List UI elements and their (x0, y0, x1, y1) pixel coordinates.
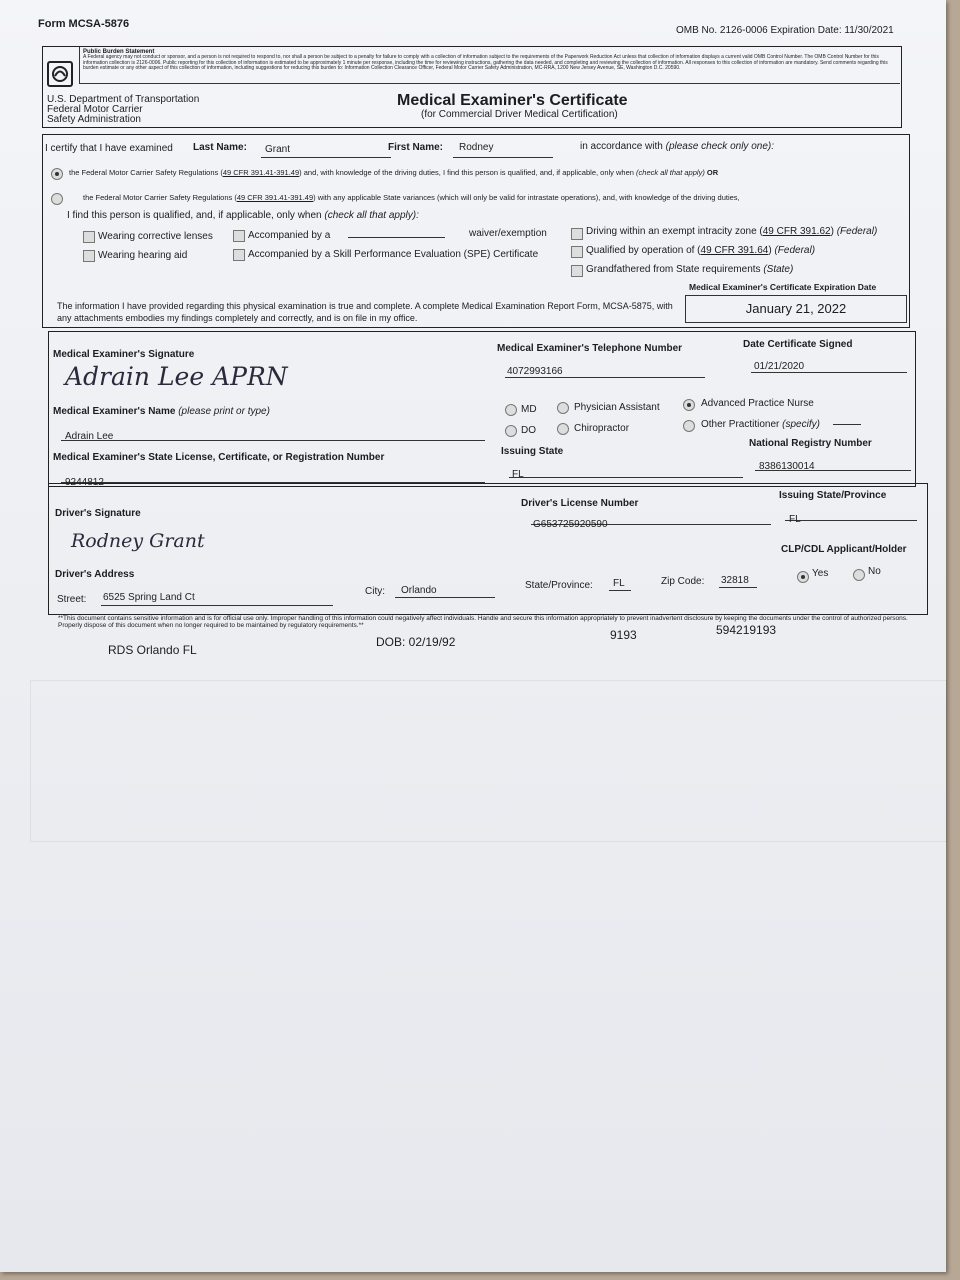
clp-yes-radio[interactable] (797, 571, 809, 583)
grandfathered-label (586, 264, 793, 275)
examiner-phone-label: Medical Examiner's Telephone Number (497, 343, 683, 354)
dot-logo (47, 61, 73, 87)
grandfathered-text: Grandfathered from State requirements (586, 264, 761, 275)
expiration-date-box[interactable] (685, 295, 907, 323)
city-line (395, 597, 495, 598)
find-line (67, 210, 419, 221)
examiner-phone-line (505, 377, 705, 378)
other-practitioner-radio[interactable] (683, 420, 695, 432)
operation-text: Qualified by operation of ( (586, 245, 701, 256)
omb-number: OMB No. 2126-0006 Expiration Date: 11/30/2021 (676, 25, 894, 36)
find-line-hint: (check all that apply): (324, 210, 419, 221)
physician-assistant-label: Physician Assistant (574, 402, 660, 413)
certify-intro: I certify that I have examined (45, 143, 173, 154)
other-practitioner-text: Other Practitioner (701, 419, 780, 430)
city-value[interactable]: Orlando (401, 585, 437, 596)
advanced-practice-nurse-label: Advanced Practice Nurse (701, 398, 814, 409)
driver-address-label: Driver's Address (55, 569, 135, 580)
burden-statement (79, 47, 900, 84)
certification-box (42, 134, 910, 328)
spe-label: Accompanied by a Skill Performance Evaluation (SPE) Certificate (248, 249, 539, 260)
driver-signature-label: Driver's Signature (55, 508, 141, 519)
form-number: Form MCSA-5876 (38, 18, 130, 30)
driver-state-line (785, 520, 917, 521)
first-name-value[interactable]: Rodney (459, 142, 494, 153)
driver-state[interactable]: FL (789, 514, 801, 525)
expiration-label: Medical Examiner's Certificate Expiration Date (689, 282, 877, 292)
examiner-name-label-text: Medical Examiner's Name (53, 406, 176, 417)
check-one-hint: (please check only one): (665, 141, 775, 152)
clp-label: CLP/CDL Applicant/Holder (781, 544, 907, 555)
agency-line-3: Safety Administration (47, 114, 141, 125)
federal-regs-radio[interactable] (51, 168, 63, 180)
opt1-check-hint: (check all that apply) (636, 168, 705, 177)
opt1-or: OR (706, 168, 719, 177)
grandfathered-state: (State) (763, 264, 794, 275)
first-name-label: First Name: (388, 142, 444, 153)
date-signed-label: Date Certificate Signed (743, 339, 853, 350)
operation-end: ) (768, 245, 772, 256)
examiner-name-line (61, 440, 485, 441)
other-practitioner-label (701, 419, 820, 430)
attestation-statement: The information I have provided regarding this physical examination is true and complete. A complete Medical Examination Report Form, MCSA-5875, with any attachments embodies my findings completely and correctly, and is on file in my office. (57, 301, 673, 323)
operation-federal: (Federal) (774, 245, 816, 256)
date-signed-line (751, 372, 907, 373)
waiver-line[interactable] (348, 237, 445, 238)
last-name-value[interactable]: Grant (265, 144, 291, 155)
intracity-checkbox[interactable] (571, 228, 583, 240)
intracity-federal: (Federal) (836, 226, 878, 237)
dot-emblem-icon (49, 63, 71, 85)
examiner-signature[interactable]: Adrain Lee APRN (65, 362, 288, 391)
hearing-aid-checkbox[interactable] (83, 250, 95, 262)
opt2-text-b: ) with any applicable State variances (which will only be valid for intrastate operations), and, with knowledge of the driving duties, (313, 193, 740, 202)
state-province[interactable]: FL (613, 578, 625, 589)
registry-label: National Registry Number (749, 438, 872, 449)
chiropractor-radio[interactable] (557, 423, 569, 435)
state-province-line (609, 590, 631, 591)
issuing-state-label: Issuing State (501, 446, 564, 457)
street-label: Street: (57, 594, 87, 605)
opt1-text-a: the Federal Motor Carrier Safety Regulations ( (69, 168, 223, 177)
spe-checkbox[interactable] (233, 249, 245, 261)
driver-signature[interactable]: Rodney Grant (71, 530, 205, 552)
issuing-state[interactable]: FL (512, 469, 524, 480)
date-signed[interactable]: 01/21/2020 (754, 361, 805, 372)
clp-no-radio[interactable] (853, 569, 865, 581)
waiver-exemption-label: waiver/exemption (469, 228, 547, 239)
md-radio[interactable] (505, 404, 517, 416)
state-province-label: State/Province: (525, 580, 593, 591)
handwritten-number-2: 594219193 (716, 623, 777, 637)
zip-value[interactable]: 32818 (721, 575, 749, 586)
other-practitioner-hint: (specify) (782, 419, 820, 430)
form-subtitle: (for Commercial Driver Medical Certification) (421, 109, 618, 120)
find-line-text: I find this person is qualified, and, if applicable, only when (67, 210, 322, 221)
agency-line-1: U.S. Department of Transportation (47, 94, 200, 105)
zip-line (719, 587, 757, 588)
operation-checkbox[interactable] (571, 246, 583, 258)
opt2-text-a: the Federal Motor Carrier Safety Regulations ( (83, 193, 237, 202)
accordance-text (580, 141, 774, 152)
state-variance-radio[interactable] (51, 193, 63, 205)
expiration-date: January 21, 2022 (745, 301, 847, 316)
opt1-link[interactable]: 49 CFR 391.41-391.49 (222, 168, 300, 177)
examiner-phone[interactable]: 4072993166 (507, 366, 563, 377)
city-label: City: (365, 586, 385, 597)
md-label: MD (521, 404, 537, 415)
last-name-label: Last Name: (193, 142, 247, 153)
examiner-name-label (53, 406, 270, 417)
examiner-name[interactable]: Adrain Lee (65, 431, 114, 442)
driver-state-label: Issuing State/Province (779, 490, 887, 501)
accompanied-label: Accompanied by a (248, 230, 331, 241)
license-number[interactable]: 9244812 (65, 477, 104, 488)
dob-note: DOB: 02/19/92 (376, 635, 456, 649)
intracity-label (586, 226, 877, 237)
other-practitioner-line[interactable] (833, 424, 861, 425)
examiner-box (48, 331, 916, 487)
operation-link[interactable]: 49 CFR 391.64 (700, 245, 769, 256)
state-variance-option (83, 193, 740, 202)
operation-label (586, 245, 815, 256)
handwritten-number-1: 9193 (610, 628, 637, 642)
federal-regs-option (69, 168, 718, 177)
clp-yes-label: Yes (812, 568, 829, 579)
examiner-name-hint: (please print or type) (178, 406, 270, 417)
do-label: DO (521, 425, 536, 436)
intracity-end: ) (830, 226, 834, 237)
opt1-text-b: ) and, with knowledge of the driving duties, I find this person is qualified, and, if applicable, only when (299, 168, 634, 177)
rds-note: RDS Orlando FL (108, 643, 197, 657)
agency-name (47, 95, 199, 125)
driver-box (48, 483, 928, 615)
street-value[interactable]: 6525 Spring Land Ct (103, 592, 195, 603)
registry-number[interactable]: 8386130014 (759, 461, 815, 472)
waiver-checkbox[interactable] (233, 230, 245, 242)
driver-license-label: Driver's License Number (521, 498, 639, 509)
accordance-label: in accordance with (580, 141, 663, 152)
intracity-link[interactable]: 49 CFR 391.62 (762, 226, 831, 237)
corrective-lenses-label: Wearing corrective lenses (98, 231, 213, 242)
opt2-link[interactable]: 49 CFR 391.41-391.49 (236, 193, 314, 202)
driver-license[interactable]: G653725920590 (533, 519, 608, 530)
physician-assistant-radio[interactable] (557, 402, 569, 414)
zip-label: Zip Code: (661, 576, 705, 587)
license-label: Medical Examiner's State License, Certificate, or Registration Number (53, 452, 385, 463)
chiropractor-label: Chiropractor (574, 423, 630, 434)
issuing-state-line (509, 477, 743, 478)
agency-line-2: Federal Motor Carrier (47, 104, 143, 115)
header-box (42, 46, 902, 128)
grandfathered-checkbox[interactable] (571, 265, 583, 277)
burden-text: A Federal agency may not conduct or sponsor, and a person is not required to respond to, nor shall a person be subject to a penalty for failure to comply with a collection of information subject to the requirements of the Paperwork Reduction Act unless that collection of information displays a current valid OMB Control Number. The OMB Control Number for this information collection is 2126-0006. Public reporting for this collection of information is estimated to be approximately 1 minute per response, including the time for reviewing instructions, gathering the data needed, and completing and reviewing the collection of information. All responses to this collection of information are mandatory. Send comments regarding this burden estimate or any other aspect of this collection of information, including suggestions for reducing this burden to: Information Collection Clearance Officer, Federal Motor Carrier Safety Administration, MC-RRA, 1200 New Jersey Avenue, SE, Washington D.C. 20590. (83, 54, 888, 71)
clp-no-label: No (868, 566, 881, 577)
advanced-practice-nurse-radio[interactable] (683, 399, 695, 411)
do-radio[interactable] (505, 425, 517, 437)
examiner-signature-label: Medical Examiner's Signature (53, 349, 195, 360)
hearing-aid-label: Wearing hearing aid (98, 250, 188, 261)
burden-title: Public Burden Statement (83, 49, 155, 55)
sensitivity-disclaimer: **This document contains sensitive information and is for official use only. Improper handling of this information could negatively affect individuals. Handle and secure this information appropriately to prevent inadvertent disclosure by keeping the documents under the control of authorized persons. Properly dispose of this document when no longer required to be maintained by regulatory requirements.** (58, 615, 908, 629)
first-name-line (453, 157, 553, 158)
form-title: Medical Examiner's Certificate (397, 92, 628, 109)
last-name-line (261, 157, 391, 158)
street-line (101, 605, 333, 606)
bleed-through-box (30, 680, 947, 842)
intracity-text: Driving within an exempt intracity zone ( (586, 226, 763, 237)
corrective-lenses-checkbox[interactable] (83, 231, 95, 243)
